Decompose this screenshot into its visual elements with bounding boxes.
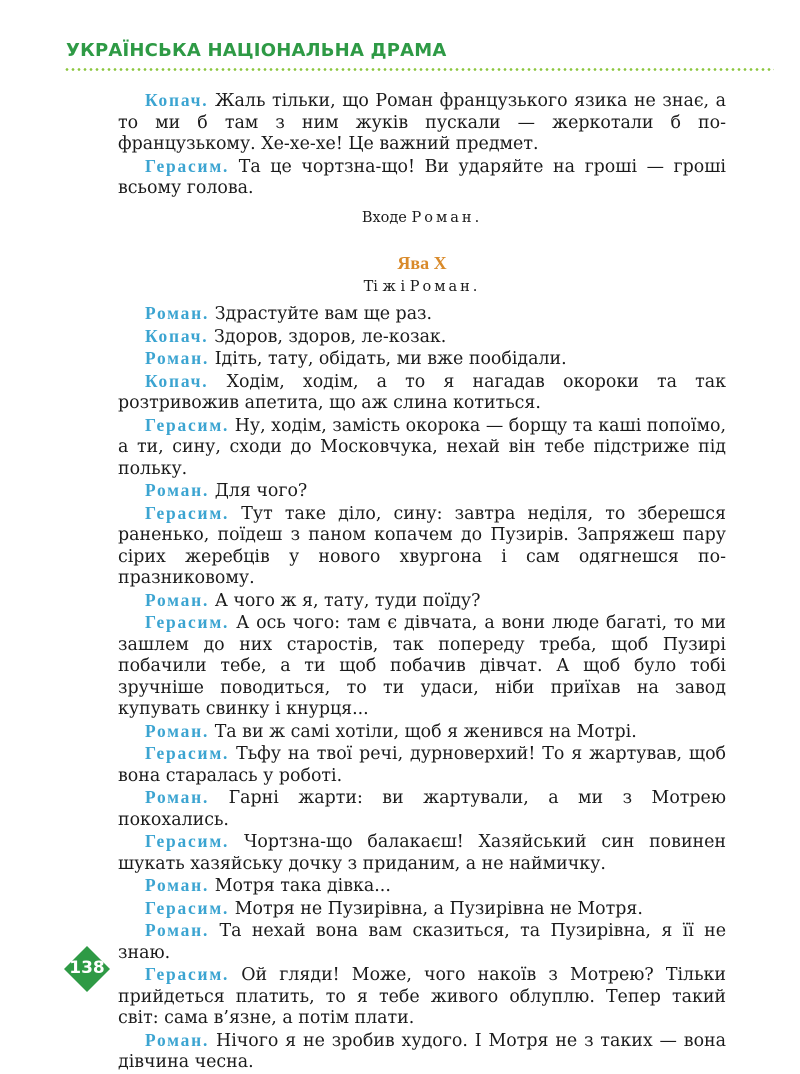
speaker-name: Герасим. — [145, 502, 230, 523]
speech-text: Та це чортзна-що! Ви ударяйте на гроші — гроші всьому голова. — [118, 156, 726, 198]
scene-direction-name: Роман. — [409, 278, 481, 295]
speaker-name: Роман. — [145, 787, 210, 807]
speaker-name: Копач. — [145, 325, 209, 346]
speaker-name: Роман. — [145, 720, 210, 741]
speaker-name: Роман. — [145, 589, 210, 610]
scene-title: Ява Х — [397, 253, 447, 273]
speech-text: Ідіть, тату, обідать, ми вже пообідали. — [214, 349, 567, 369]
scene-direction-part: Ті ж і — [363, 278, 406, 295]
dialogue-line — [118, 898, 726, 921]
speaker-name: Герасим. — [145, 831, 230, 851]
dialogue-line — [118, 90, 726, 156]
dialogue-line — [118, 348, 726, 371]
speaker-name: Роман. — [145, 875, 210, 895]
dialogue-block-main — [118, 303, 726, 1074]
speech-text: Для чого? — [214, 481, 308, 501]
dialogue-line — [118, 480, 726, 503]
dialogue-line — [118, 831, 726, 875]
dialogue-line — [118, 303, 726, 326]
speech-text: Здоров, здоров, ле-козак. — [213, 326, 447, 347]
page-number: 138 — [69, 958, 105, 978]
dialogue-line — [118, 326, 726, 349]
dialogue-line — [118, 503, 726, 590]
scene-stage-direction — [118, 277, 726, 299]
speech-text: Ну, ходім, замість окорока — борщу та каші попоїмо, а ти, сину, сходи до Московчука, нехай він тебе підстриже під польку. — [118, 415, 727, 479]
speech-text: Ой гляди! Може, чого накоїв з Мотрею? Тільки прийдеться платить, то я тебе живого облуплю. Тепер такий світ: сама в’язне, а потім плати. — [118, 965, 726, 1028]
speech-text: Мотря така дівка... — [214, 876, 391, 896]
speech-text: А ось чого: там є дівчата, а вони люде багаті, то ми зашлем до них старостів, так попереду треба, щоб Пузирі побачили тебе, а ти щоб побачив дівчат. А щоб було тобі зручніше поводиться, то ти удаси, ніби приїхав на завод купувать свинку і кнурця... — [118, 613, 727, 719]
running-header: УКРАЇНСЬКА НАЦІОНАЛЬНА ДРАМА — [66, 40, 447, 61]
speaker-name: Роман. — [145, 1029, 210, 1050]
dialogue-line — [118, 1030, 726, 1074]
speaker-name: Копач. — [145, 90, 209, 110]
speech-text: Гарні жарти: ви жартували, а ми з Мотрею покохались. — [118, 788, 726, 830]
speech-text: Ходім, ходім, а то я нагадав окороки та так розтривожив апетита, що аж слина котиться. — [118, 371, 726, 413]
dialogue-line — [118, 920, 726, 964]
page-content — [118, 90, 726, 1074]
speaker-name: Герасим. — [145, 964, 230, 984]
speech-text: Нічого я не зробив худого. І Мотря не з таких — вона дівчина чесна. — [118, 1030, 727, 1072]
speech-text: Жаль тільки, що Роман французького язика не знає, а то ми б там з ним жуків пускали — жеркотали б по-французькому. Хе-хе-хе! Це важний предмет. — [118, 91, 727, 154]
speech-text: Тут таке діло, сину: завтра неділя, то зберешся раненько, поїдеш з паном копачем до Пузирів. Запряжеш пару сірих жеребців у нового хвургона і сам одягнешся по-празниковому. — [118, 503, 727, 588]
speaker-name: Роман. — [145, 920, 210, 940]
dialogue-line — [118, 612, 726, 721]
speech-text: Мотря не Пузирівна, а Пузирівна не Мотря. — [234, 898, 643, 919]
speech-text: Та нехай вона вам сказиться, та Пузирівна, я її не знаю. — [118, 921, 726, 963]
header-dotted-divider — [64, 68, 774, 71]
speaker-name: Роман. — [145, 480, 210, 500]
speaker-name: Герасим. — [145, 897, 230, 918]
speaker-name: Герасим. — [145, 612, 230, 632]
dialogue-line — [118, 415, 726, 481]
speech-text: А чого ж я, тату, туди поїду? — [214, 590, 481, 611]
page-number-badge — [62, 944, 112, 994]
speaker-name: Герасим. — [145, 414, 230, 435]
speaker-name: Роман. — [145, 303, 210, 323]
speaker-name: Роман. — [145, 348, 210, 368]
stage-direction-verb: Входе — [361, 209, 407, 226]
dialogue-line — [118, 371, 726, 415]
dialogue-block-top — [118, 90, 726, 200]
dialogue-line — [118, 156, 726, 200]
speech-text: Чортзна-що балакаєш! Хазяйський син повинен шукать хазяйську дочку з приданим, а не наймичку. — [118, 832, 727, 874]
speaker-name: Копач. — [145, 370, 209, 391]
speaker-name: Герасим. — [145, 155, 230, 176]
dialogue-line — [118, 875, 726, 898]
dialogue-line — [118, 743, 726, 787]
speech-text: Здрастуйте вам ще раз. — [214, 304, 433, 324]
dialogue-line — [118, 787, 726, 831]
speech-text: Тьфу на твої речі, дурноверхий! То я жартував, щоб вона старалась у роботі. — [118, 744, 727, 786]
speaker-name: Герасим. — [145, 743, 230, 763]
speech-text: Та ви ж самі хотіли, щоб я женився на Мотрі. — [214, 721, 637, 742]
dialogue-line — [118, 964, 726, 1030]
dialogue-line — [118, 721, 726, 744]
stage-direction — [118, 208, 726, 230]
dialogue-line — [118, 590, 726, 613]
stage-direction-name: Роман. — [411, 209, 483, 226]
